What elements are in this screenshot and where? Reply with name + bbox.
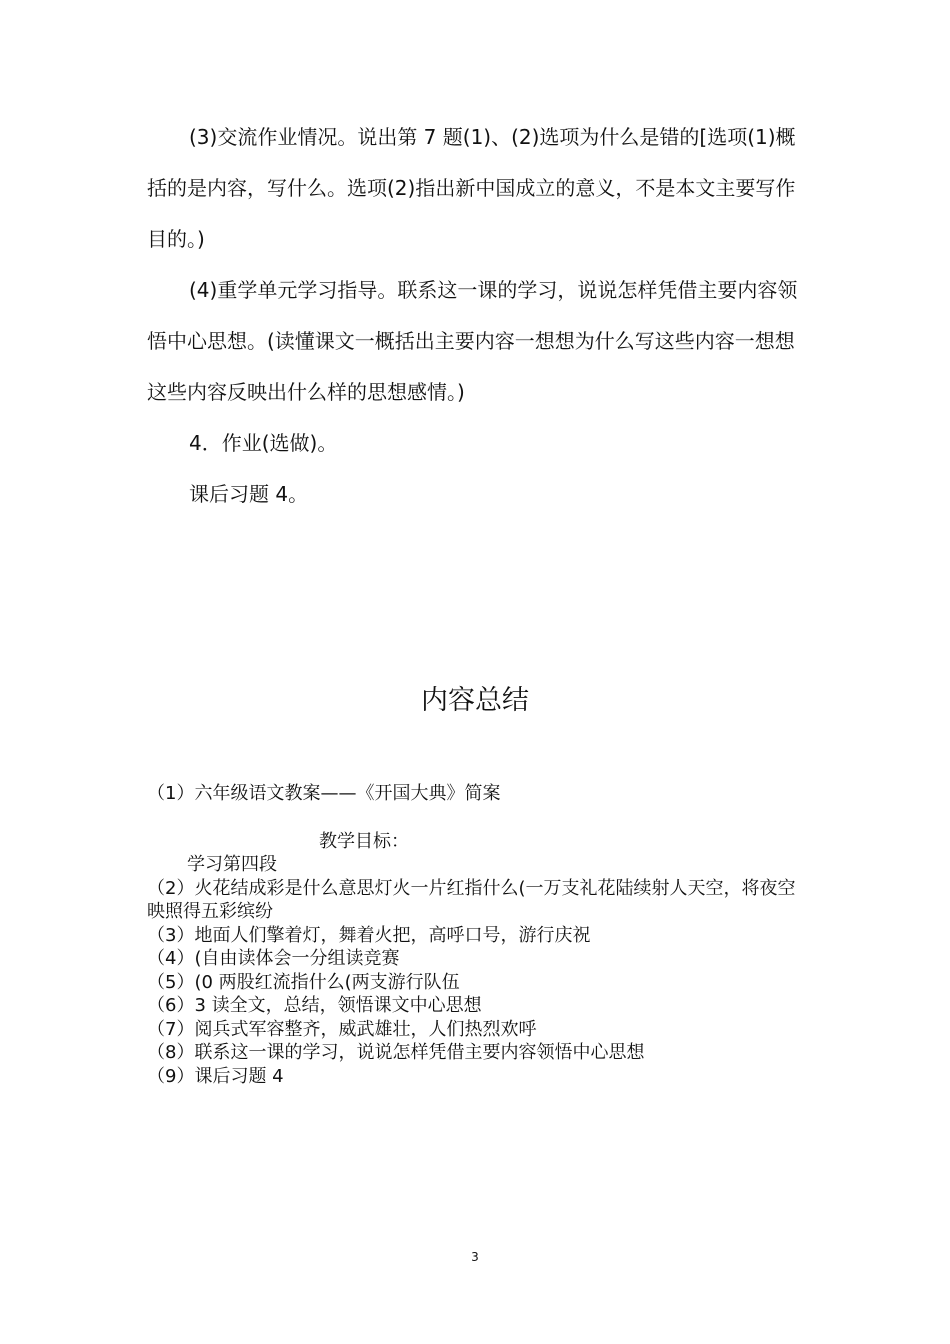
summary-item-2: （2）火花结成彩是什么意思灯火一片红指什么(一万支礼花陆续射人天空，将夜空映照得五彩缤纷 — [147, 877, 796, 922]
summary-item-8: （8）联系这一课的学习，说说怎样凭借主要内容领悟中心思想 — [147, 1042, 645, 1063]
summary-title: 内容总结 — [421, 685, 529, 716]
body-text — [147, 112, 807, 520]
summary-objective: 教学目标： — [319, 830, 409, 852]
paragraph-homework-item: 课后习题 4。 — [189, 482, 309, 506]
summary-item-4: （4）(自由读体会一分组读竞赛 — [147, 948, 400, 969]
summary-item-5: （5）(0 两股红流指什么(两支游行队伍 — [147, 971, 460, 993]
summary-item-9: （9）课后习题 4 — [147, 1065, 284, 1087]
summary-item-7: （7）阅兵式军容整齐，威武雄壮，人们热烈欢呼 — [147, 1018, 537, 1040]
summary-item-1: （1）六年级语文教案——《开国大典》简案 — [147, 783, 501, 804]
summary-item-6: （6）3 读全文，总结，领悟课文中心思想 — [147, 995, 482, 1016]
paragraph-homework-heading: 4．作业(选做)。 — [189, 431, 338, 455]
page-number: 3 — [471, 1250, 479, 1264]
paragraph-unit-guidance: (4)重学单元学习指导。联系这一课的学习，说说怎样凭借主要内容领悟中心思想。(读懂课文一概括出主要内容一想想为什么写这些内容一想想这些内容反映出什么样的思想感情。) — [147, 278, 798, 404]
summary-sub-heading: 学习第四段 — [187, 854, 277, 875]
summary-list — [147, 782, 807, 1088]
paragraph-exercise-review: (3)交流作业情况。说出第 7 题(1)、(2)选项为什么是错的[选项(1)概括的是内容，写什么。选项(2)指出新中国成立的意义，不是本文主要写作目的。) — [147, 125, 796, 251]
summary-item-3: （3）地面人们擎着灯，舞着火把，高呼口号，游行庆祝 — [147, 924, 591, 946]
